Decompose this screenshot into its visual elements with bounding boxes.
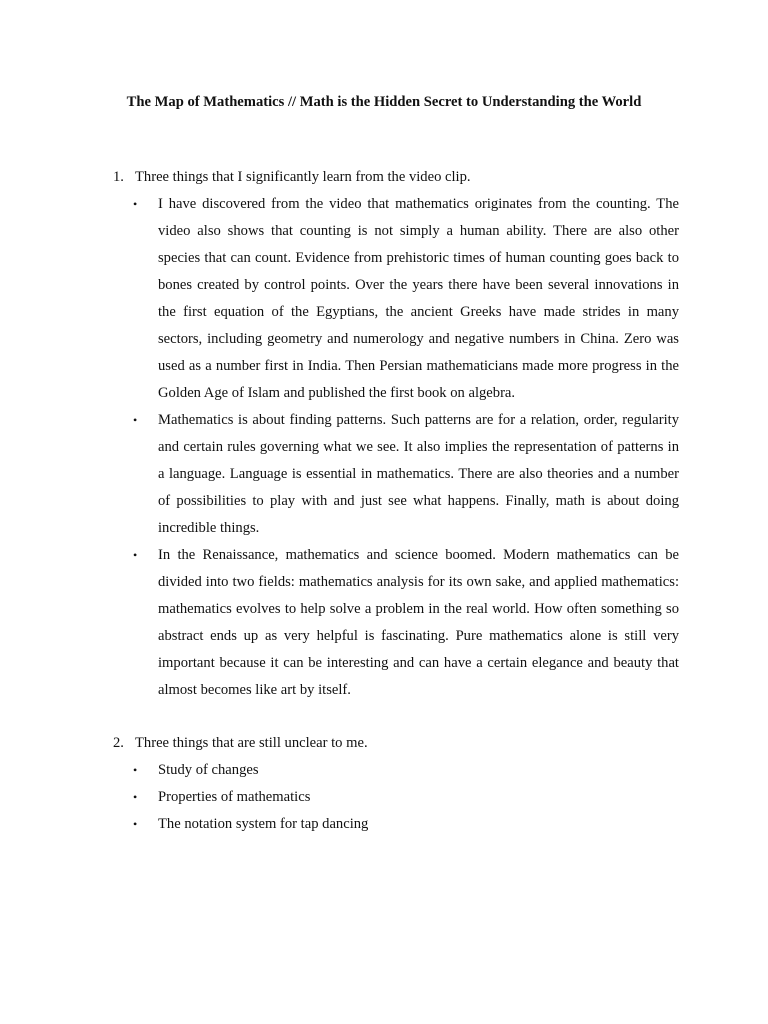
bullet-list (113, 191, 679, 704)
bullet-list (113, 757, 679, 838)
list-item-text: The notation system for tap dancing (158, 816, 369, 832)
section-unclear (113, 733, 679, 838)
bullet-icon: • (133, 817, 138, 831)
list-item (113, 191, 679, 407)
list-item (113, 784, 679, 811)
list-item (113, 542, 679, 704)
list-item-text: Study of changes (158, 762, 259, 778)
section-heading-text: Three things that are still unclear to me. (135, 735, 368, 751)
bullet-icon: • (133, 548, 138, 562)
list-item (113, 407, 679, 542)
section-learned (113, 167, 679, 704)
bullet-icon: • (133, 790, 138, 804)
list-item-text: I have discovered from the video that mathematics originates from the counting. The video also shows that counting is not simply a human ability. There are also other species that can count. Evidence from prehistoric times of human counting goes back to bones created by control points. Over the years there have been several innovations in the first equation of the Egyptians, the ancient Greeks have made strides in many sectors, including geometry and numerology and negative numbers in China. Zero was used as a number first in India. Then Persian mathematicians made more progress in the Golden Age of Islam and published the first book on algebra. (158, 196, 679, 401)
bullet-icon: • (133, 413, 138, 427)
bullet-icon: • (133, 197, 138, 211)
list-item (113, 811, 679, 838)
section-heading-text: Three things that I significantly learn from the video clip. (135, 169, 471, 185)
list-item-text: In the Renaissance, mathematics and science boomed. Modern mathematics can be divided into two fields: mathematics analysis for its own sake, and applied mathematics: mathematics evolves to help solve a problem in the real world. How often something so abstract ends up as very helpful is fascinating. Pure mathematics alone is still very important because it can be interesting and can have a certain elegance and beauty that almost becomes like art by itself. (158, 547, 679, 698)
section-heading (113, 733, 679, 753)
list-item (113, 757, 679, 784)
list-item-text: Mathematics is about finding patterns. Such patterns are for a relation, order, regularity and certain rules governing what we see. It also implies the representation of patterns in a language. Language is essential in mathematics. There are also theories and a number of possibilities to play with and just see what happens. Finally, math is about doing incredible things. (158, 412, 679, 536)
document-title: The Map of Mathematics // Math is the Hidden Secret to Understanding the World (126, 94, 642, 110)
bullet-icon: • (133, 763, 138, 777)
section-heading (113, 167, 679, 187)
list-item-text: Properties of mathematics (158, 789, 311, 805)
section-number: 2. (113, 735, 124, 751)
section-number: 1. (113, 169, 124, 185)
